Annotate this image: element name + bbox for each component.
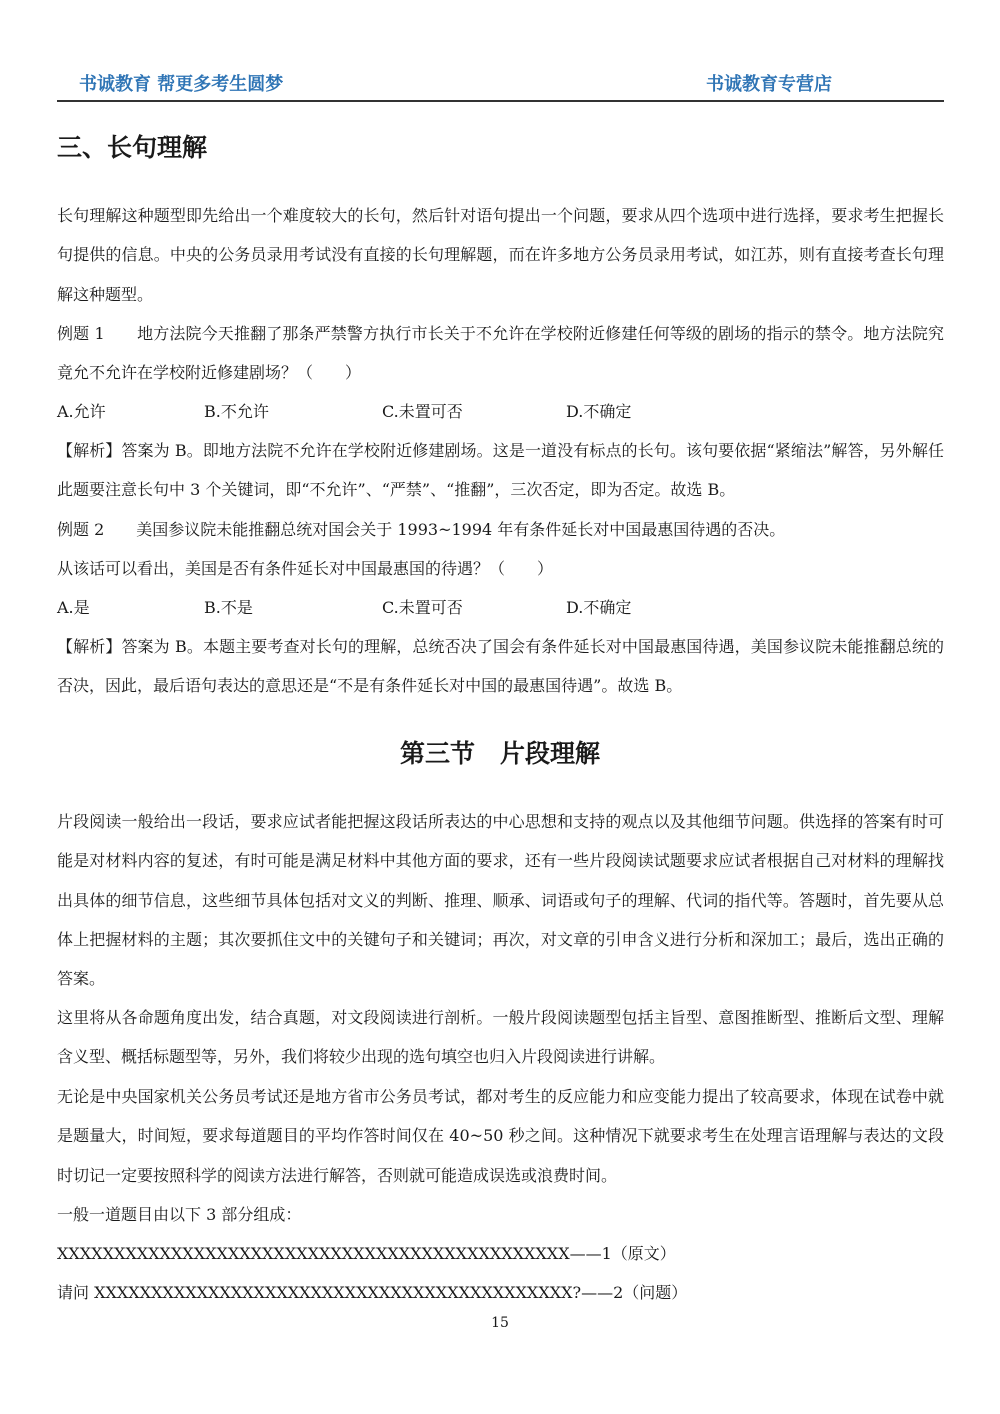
example1-question: 例题 1 地方法院今天推翻了那条严禁警方执行市长关于不允许在学校附近修建任何等级的剧场的指示的禁令。地方法院究竟允不允许在学校附近修建剧场？（ ） bbox=[57, 324, 944, 383]
intro-paragraph: 长句理解这种题型即先给出一个难度较大的长句，然后针对语句提出一个问题，要求从四个选项中进行选择，要求考生把握长句提供的信息。中央的公务员录用考试没有直接的长句理解题，而在许多地方公务员录用考试，如江苏，则有直接考查长句理解这种题型。 bbox=[57, 206, 944, 304]
example2-option-a: A.是 bbox=[57, 598, 90, 617]
example1-analysis: 【解析】答案为 B。即地方法院不允许在学校附近修建剧场。这是一道没有标点的长句。该句要依据“紧缩法”解答，另外解任此题要注意长句中 3 个关键词，即“不允许”、“严禁”、“推翻”，三次否定，即为否定。故选 B。 bbox=[57, 441, 944, 500]
structure-line-1: XXXXXXXXXXXXXXXXXXXXXXXXXXXXXXXXXXXXXXXXXXXXX——1（原文） bbox=[57, 1244, 676, 1263]
example2-option-c: C.未置可否 bbox=[382, 598, 463, 617]
example1-option-b: B.不允许 bbox=[204, 402, 269, 421]
chapter-title: 第三节 片段理解 bbox=[399, 739, 600, 768]
page-header bbox=[57, 72, 944, 102]
section-title: 三、长句理解 bbox=[57, 133, 208, 162]
example2-option-b: B.不是 bbox=[204, 598, 253, 617]
structure-line-2: 请问 XXXXXXXXXXXXXXXXXXXXXXXXXXXXXXXXXXXXXXXXXX?——2（问题） bbox=[57, 1283, 688, 1302]
example1-option-a: A.允许 bbox=[57, 402, 106, 421]
example2-analysis: 【解析】答案为 B。本题主要考查对长句的理解，总统否决了国会有条件延长对中国最惠国待遇，美国参议院未能推翻总统的否决，因此，最后语句表达的意思还是“不是有条件延长对中国的最惠国待遇”。故选 B。 bbox=[57, 637, 944, 696]
body-paragraph-3: 无论是中央国家机关公务员考试还是地方省市公务员考试，都对考生的反应能力和应变能力提出了较高要求，体现在试卷中就是题量大，时间短，要求每道题目的平均作答时间仅在 40~50 秒之间。这种情况下就要求考生在处理言语理解与表达的文段时切记一定要按照科学的阅读方法进行解答，否则就可能造成误选或浪费时间。 bbox=[57, 1087, 944, 1185]
example2-option-d: D.不确定 bbox=[566, 598, 632, 617]
page-number: 15 bbox=[491, 1315, 509, 1331]
example1-options bbox=[57, 392, 944, 431]
example2-question-line2: 从该话可以看出，美国是否有条件延长对中国最惠国的待遇？（ ） bbox=[57, 559, 554, 578]
body-paragraph-4: 一般一道题目由以下 3 部分组成： bbox=[57, 1205, 302, 1224]
example2-options bbox=[57, 588, 944, 627]
example1-option-d: D.不确定 bbox=[566, 402, 632, 421]
body-paragraph-2: 这里将从各命题角度出发，结合真题，对文段阅读进行剖析。一般片段阅读题型包括主旨型、意图推断型、推断后文型、理解含义型、概括标题型等，另外，我们将较少出现的选句填空也归入片段阅读进行讲解。 bbox=[57, 1008, 944, 1067]
example1-option-c: C.未置可否 bbox=[382, 402, 463, 421]
example2-question-line1: 例题 2 美国参议院未能推翻总统对国会关于 1993~1994 年有条件延长对中国最惠国待遇的否决。 bbox=[57, 520, 786, 539]
header-store-name: 书诚教育专营店 bbox=[706, 74, 832, 95]
body-paragraph-1: 片段阅读一般给出一段话，要求应试者能把握这段话所表达的中心思想和支持的观点以及其他细节问题。供选择的答案有时可能是对材料内容的复述，有时可能是满足材料中其他方面的要求，还有一些片段阅读试题要求应试者根据自己对材料的理解找出具体的细节信息，这些细节具体包括对文义的判断、推理、顺承、词语或句子的理解、代词的指代等。答题时，首先要从总体上把握材料的主题；其次要抓住文中的关键句子和关键词；再次，对文章的引申含义进行分析和深加工；最后，选出正确的答案。 bbox=[57, 812, 944, 989]
header-slogan: 书诚教育 帮更多考生圆梦 bbox=[79, 74, 284, 95]
